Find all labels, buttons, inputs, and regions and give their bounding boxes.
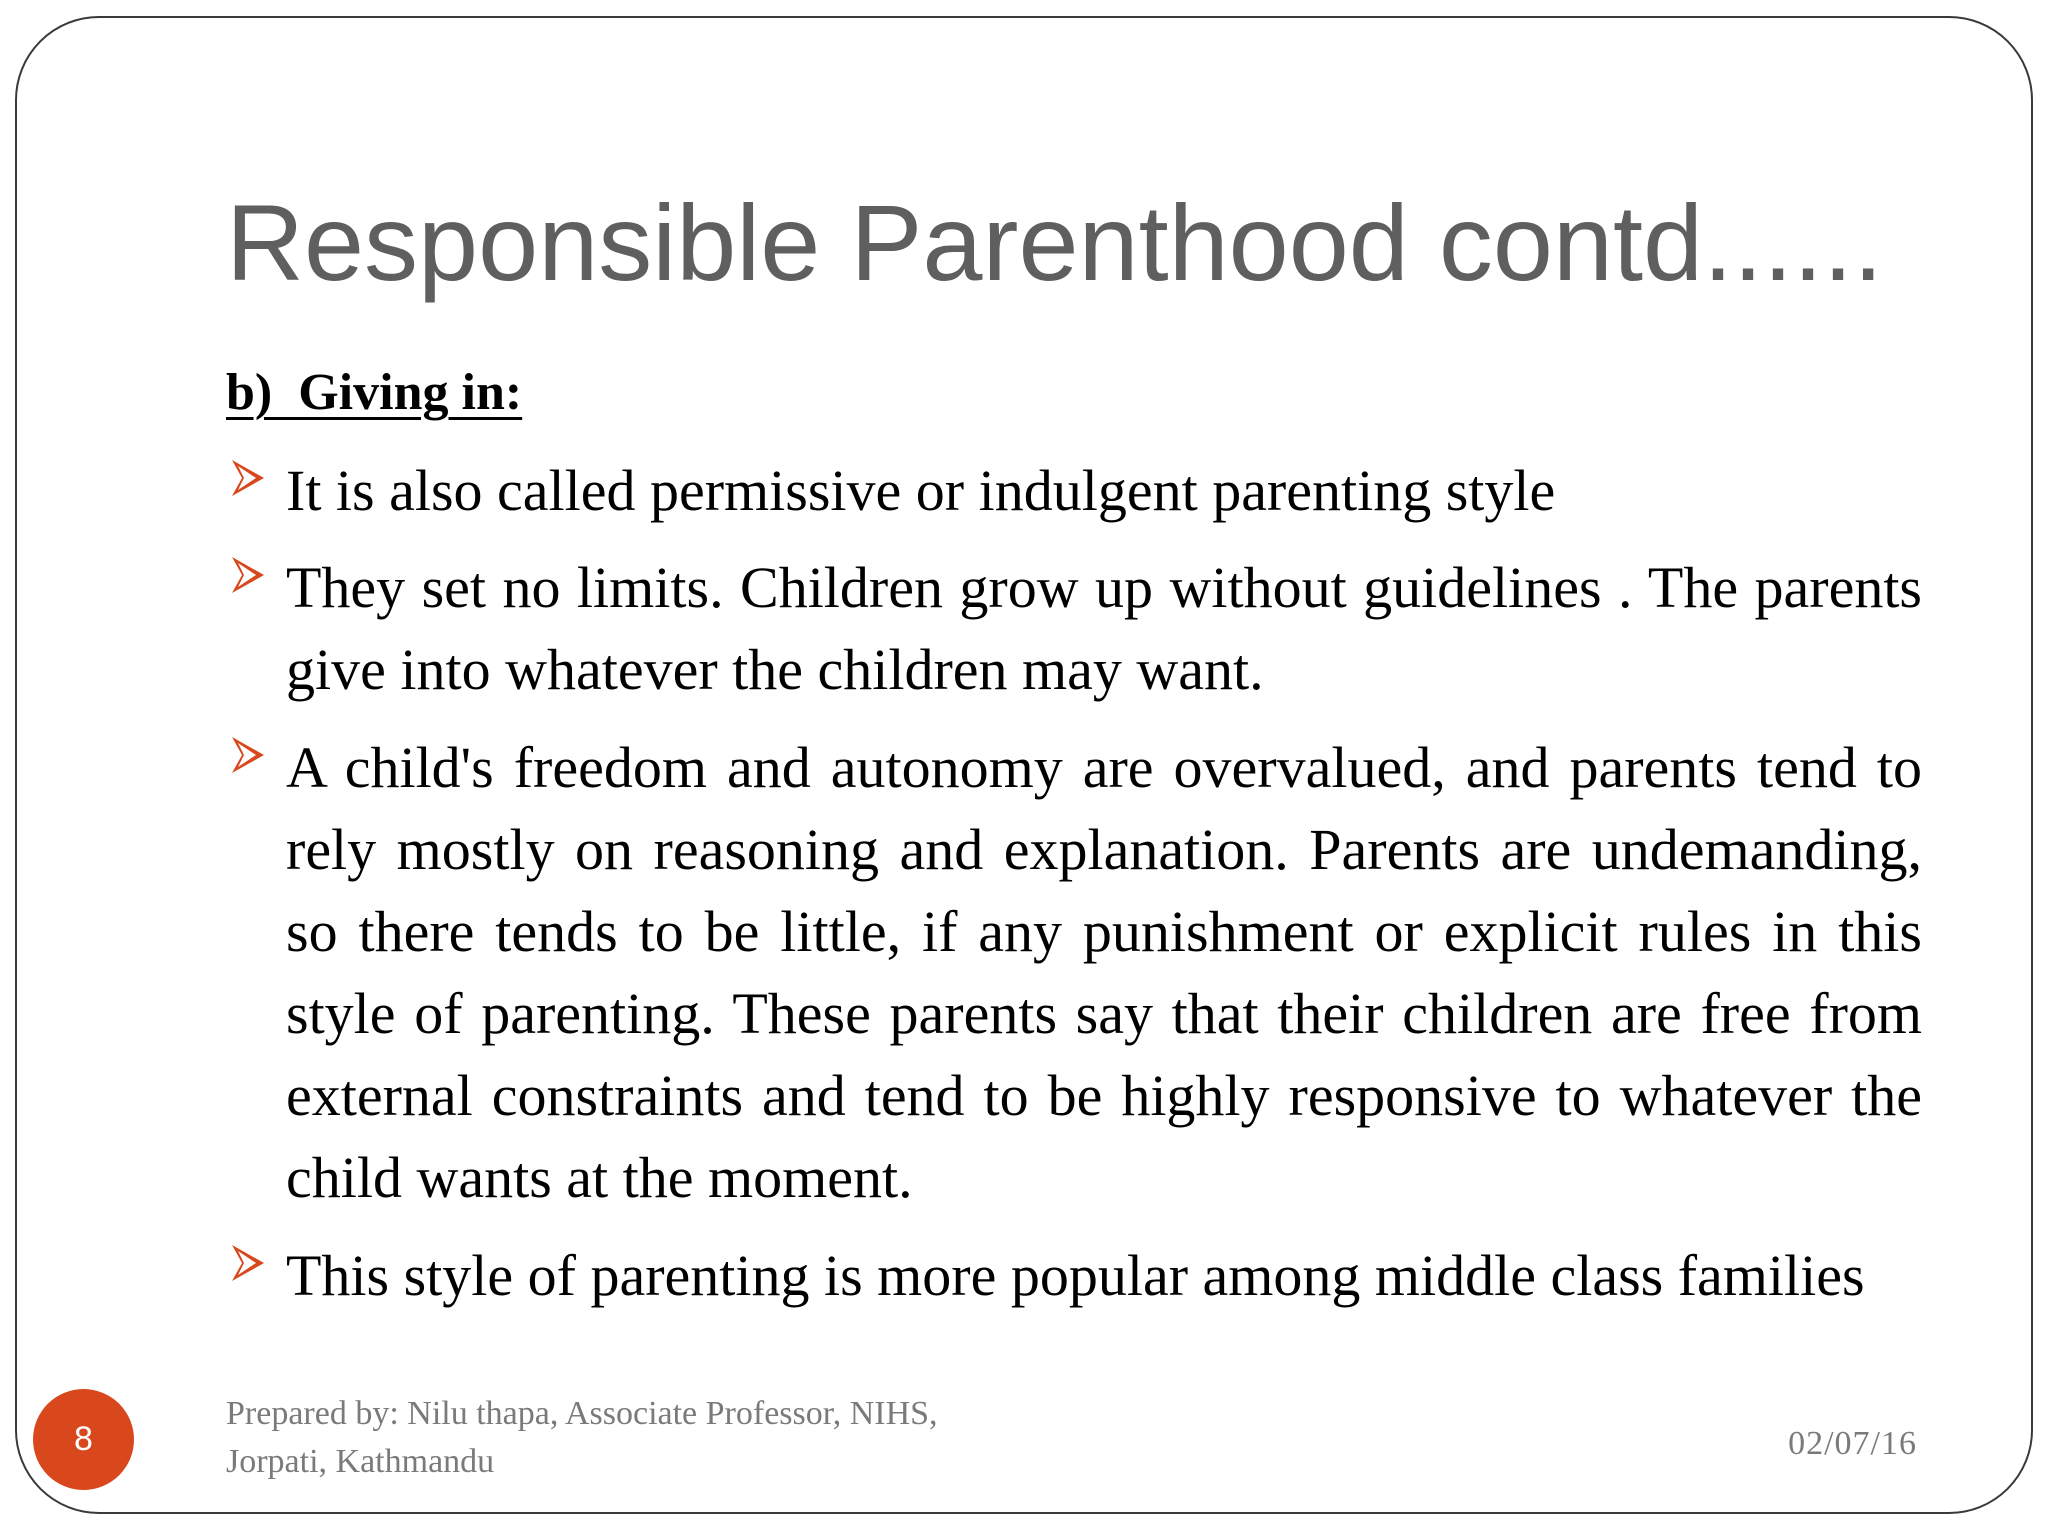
footer-credit — [226, 1390, 1046, 1486]
bullet-text: It is also called permissive or indulgent parenting style — [286, 458, 1556, 523]
slide-title: Responsible Parenthood contd...... — [226, 182, 1884, 303]
footer-credit-line: Prepared by: Nilu thapa, Associate Professor, NIHS, — [226, 1395, 938, 1432]
bullet-text: This style of parenting is more popular among middle class families — [286, 1243, 1865, 1308]
arrow-bullet-icon — [230, 555, 266, 595]
arrow-bullet-icon — [230, 458, 266, 498]
section-subheading: b) Giving in: — [226, 364, 523, 421]
bullet-text: They set no limits. Children grow up without guidelines . The parents give into whatever the children may want. — [286, 555, 1922, 702]
page-number-badge: 8 — [33, 1389, 134, 1490]
bullet-text: A child's freedom and autonomy are overvalued, and parents tend to rely mostly on reasoning and explanation. Parents are undemanding, so there tends to be little, if any punishment or explicit rules in this style of parenting. These parents say that their children are free from external constraints and tend to be highly responsive to whatever the child wants at the moment. — [286, 735, 1922, 1210]
footer-date: 02/07/16 — [1788, 1425, 1917, 1462]
arrow-bullet-icon — [230, 1243, 266, 1283]
arrow-bullet-icon — [230, 735, 266, 775]
footer-credit-line: Jorpati, Kathmandu — [226, 1443, 495, 1480]
